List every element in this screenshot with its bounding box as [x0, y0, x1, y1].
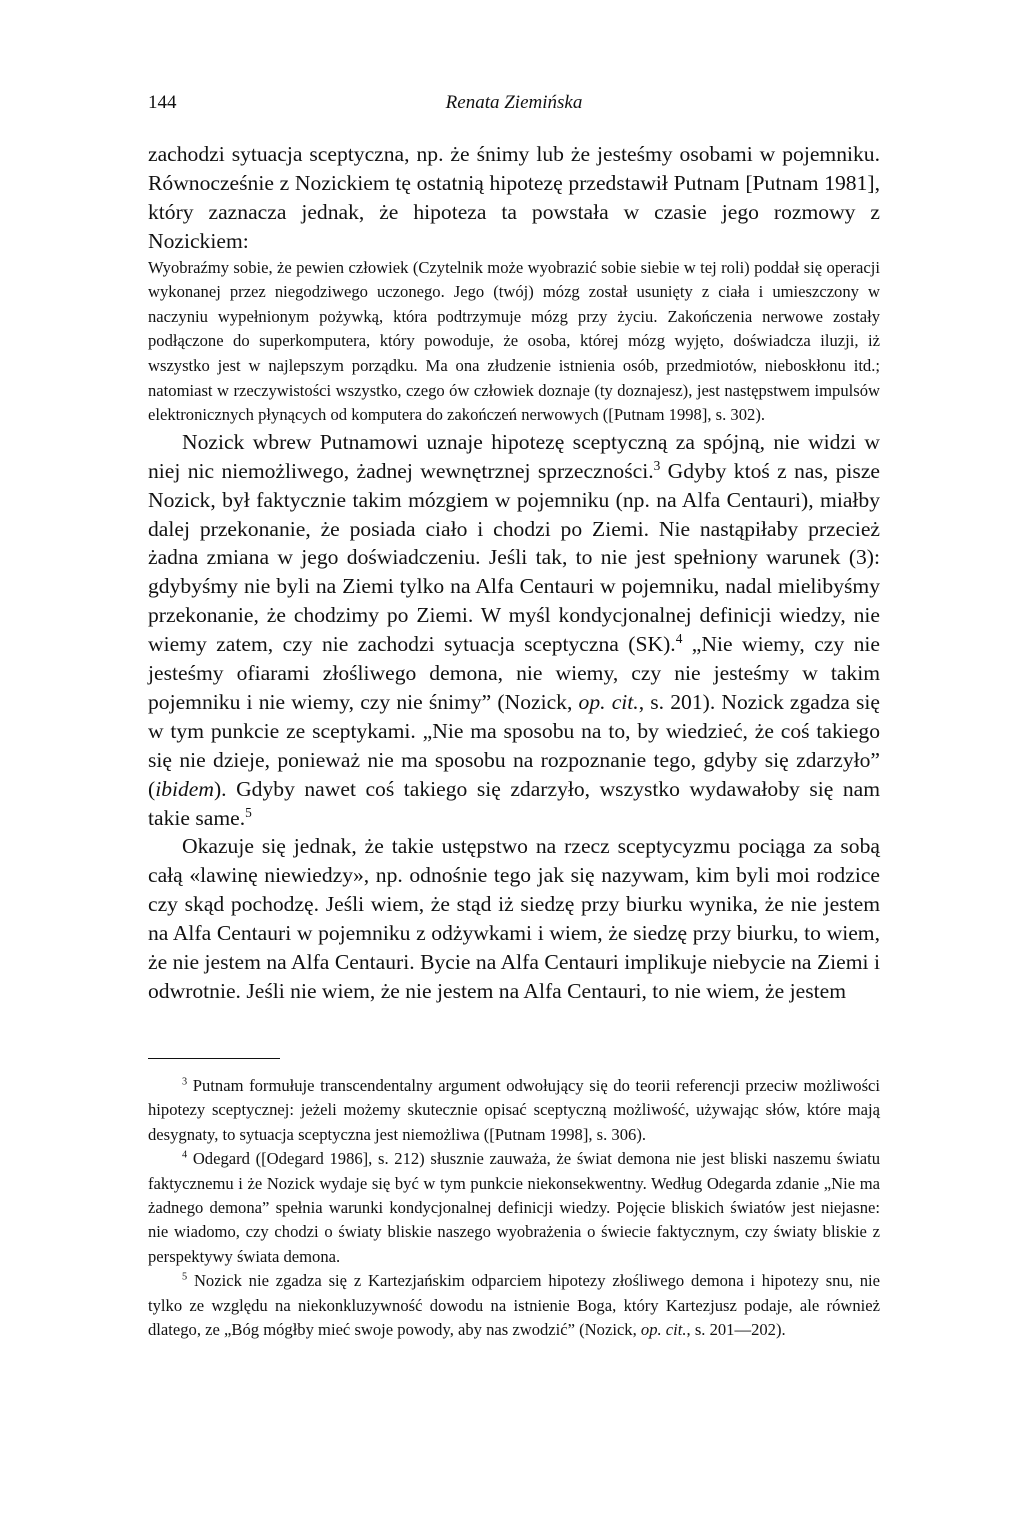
footnote-5-text-b: , s. 201—202). [686, 1320, 786, 1340]
footnote-mark-4: 4 [182, 1149, 188, 1161]
footnote-separator [148, 1058, 280, 1059]
footnote-ref-3[interactable]: 3 [653, 457, 661, 473]
ibidem-citation: ibidem [155, 776, 214, 801]
paragraph-3: Okazuje się jednak, że takie ustępstwo na rzecz sceptycyzmu pociąga za sobą całą «lawinę niewiedzy», np. odnośnie tego jak się nazywam, kim byli moi rodzice czy skąd pochodzę. Jeśli wiem, że stąd iż siedzę przy biurku wynika, że nie jestem na Alfa Centauri w pojemniku z odżywkami i wiem, że siedzę przy biurku, to wiem, że nie jestem na Alfa Centauri. Bycie na Alfa Centauri implikuje niebycie na Ziemi i odwrotnie. Jeśli nie wiem, że nie jestem na Alfa Centauri, to nie wiem, że jestem [148, 834, 880, 1003]
paragraph-2-part-d: , s. 201). Nozick zgadza się w tym punkcie ze sceptykami. „Nie ma sposobu na to, by wiedzieć, że coś takiego się nie dzieje, ponieważ nie ma sposobu na rozpoznanie tego, gdyby się zdarzyło” ( [148, 689, 881, 801]
running-head: Renata Ziemińska [445, 92, 583, 113]
paragraph-2-part-a: Nozick wbrew Putnamowi uznaje hipotezę sceptyczną za spójną, nie widzi w niej nic niemożliwego, żadnej wewnętrznej sprzeczności. [148, 429, 880, 483]
footnote-mark-3: 3 [182, 1076, 188, 1088]
footnotes [148, 1074, 880, 1342]
footnote-3-text: Putnam formułuje transcendentalny argument odwołujący się do teorii referencji przeciw możliwości hipotezy sceptycznej: jeżeli możemy skutecznie opisać sceptyczną możliwość, używając słów, które mają desygnaty, to sytuacja sceptyczna jest niemożliwa ([Putnam 1998], s. 306). [148, 1076, 880, 1144]
paragraph-1: zachodzi sytuacja sceptyczna, np. że śnimy lub że jesteśmy osobami w pojemniku. Równocześnie z Nozickiem tę ostatnią hipotezę przedstawił Putnam [Putnam 1981], który zaznacza jednak, że hipoteza ta powstała w czasie jego rozmowy z Nozickiem: [148, 142, 880, 253]
body-text [148, 140, 880, 1006]
footnote-mark-5: 5 [182, 1271, 188, 1283]
page-header [148, 92, 880, 126]
paragraph-2-part-e: ). Gdyby nawet coś takiego się zdarzyło, wszystko wydawałoby się nam takie same. [148, 776, 880, 830]
page-number: 144 [148, 92, 177, 113]
footnote-5 [148, 1269, 880, 1342]
footnote-4-text: Odegard ([Odegard 1986], s. 212) słusznie zauważa, że świat demona nie jest bliski naszemu światu faktycznemu i że Nozick wydaje się być w tym punkcie niekonsekwentny. Według Odegarda zdanie „Nie ma żadnego demona” spełnia warunki kondycjonalnej definicji wiedzy. Pojęcie bliskich światów jest niejasne: nie wiadomo, czy chodzi o światy bliskie naszego wyobrażenia o świecie faktycznym, czy światy bliskie z perspektywy świata demona. [148, 1149, 880, 1266]
footnote-3 [148, 1074, 880, 1147]
paragraph-2 [148, 428, 880, 833]
paragraph-2-part-b: Gdyby ktoś z nas, pisze Nozick, był faktycznie takim mózgiem w pojemniku (np. na Alfa Centauri), miałby dalej przekonanie, że posiada ciało i chodzi po Ziemi. Nie nastąpiłaby przecież żadna zmiana w jego doświadczeniu. Jeśli tak, to nie jest spełniony warunek (3): gdybyśmy nie byli na Ziemi tylko na Alfa Centauri w pojemniku, nadal mielibyśmy przekonanie, że chodzimy po Ziemi. W myśl kondycjonalnej definicji wiedzy, nie wiemy zatem, czy nie zachodzi sytuacja sceptyczna (SK). [148, 458, 880, 657]
footnote-ref-5[interactable]: 5 [245, 804, 252, 820]
footnote-4 [148, 1147, 880, 1269]
paragraph-2-part-c: „Nie wiemy, czy nie jesteśmy ofiarami złośliwego demona, nie wiemy, czy nie jesteśmy w takim pojemniku i nie wiemy, czy nie śnimy” (Nozick, [148, 632, 880, 714]
footnote-5-text-a: Nozick nie zgadza się z Kartezjańskim odparciem hipotezy złośliwego demona i hipotezy snu, nie tylko ze względu na niekonkluzywność dowodu na istnienie Boga, który Kartezjusz podaje, ale również dlatego, ze „Bóg mógłby mieć swoje powody, aby nas zwodzić” (Nozick, [148, 1271, 880, 1340]
footnote-ref-4[interactable]: 4 [675, 630, 683, 646]
op-cit-citation: op. cit. [578, 689, 639, 714]
block-quote: Wyobraźmy sobie, że pewien człowiek (Czytelnik może wyobrazić sobie siebie w tej roli) poddał się operacji wykonanej przez niegodziwego uczonego. Jego (twój) mózg został usunięty z ciała i umieszczony w naczyniu wypełnionym pożywką, która podtrzymuje mózg przy życiu. Zakończenia nerwowe zostały podłączone do superkomputera, który powoduje, że osoba, której mózg wyjęto, doświadcza iluzji, iż wszystko jest w najlepszym porządku. Ma ona złudzenie istnienia osób, przedmiotów, nieboskłonu itd.; natomiast w rzeczywistości wszystko, czego ów człowiek doznaje (ty doznajesz), jest następstwem impulsów elektronicznych płynących od komputera do zakończeń nerwowych ([Putnam 1998], s. 302). [148, 257, 880, 425]
footnote-5-op-cit: op. cit. [640, 1320, 687, 1340]
